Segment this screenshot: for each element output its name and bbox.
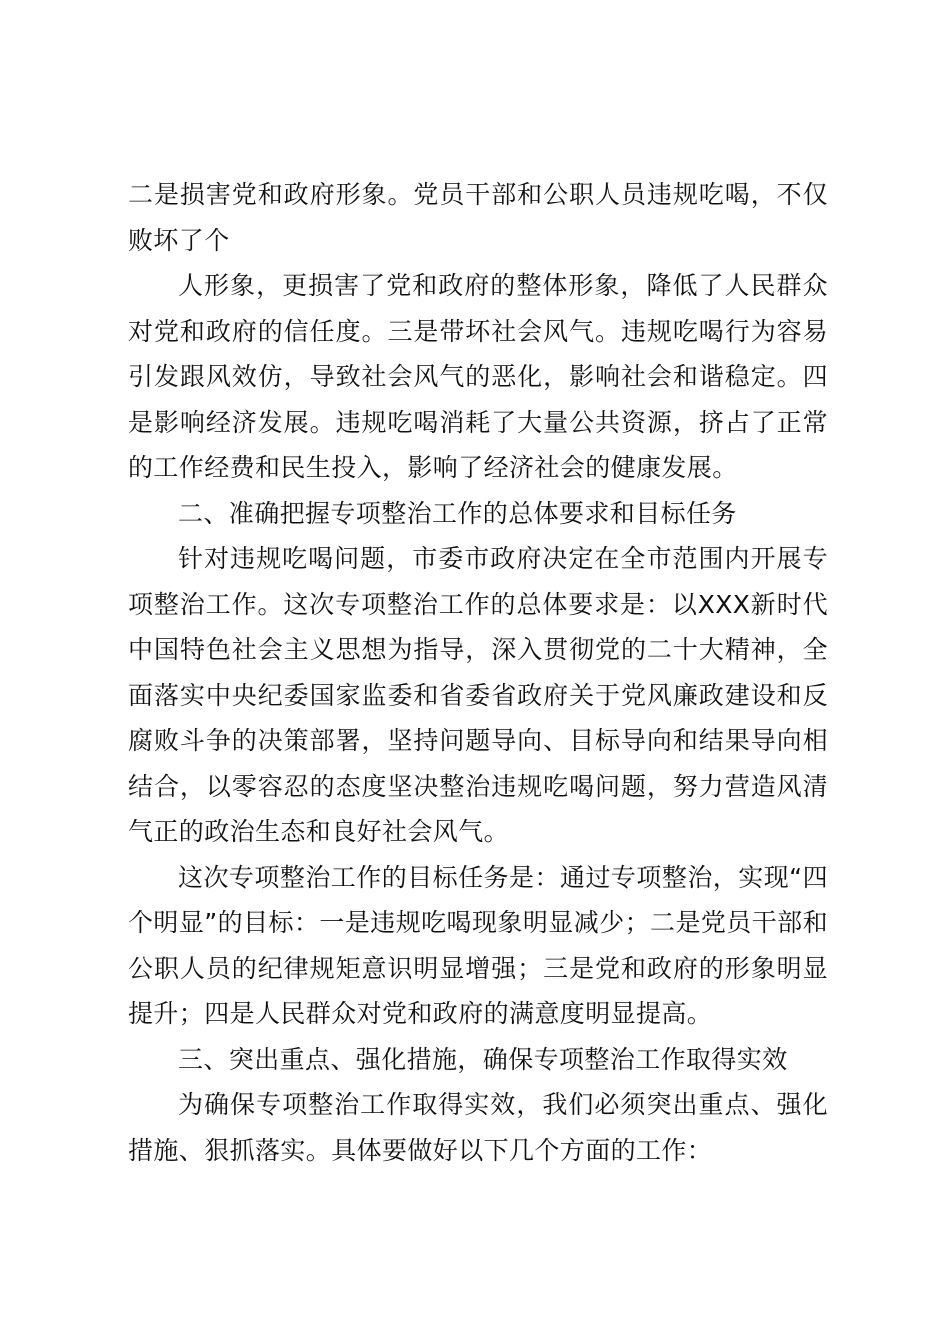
paragraph-4: 这次专项整治工作的目标任务是：通过专项整治，实现“四个明显”的目标：一是违规吃喝现象明显减少；二是党员干部和公职人员的纪律规矩意识明显增强；三是党和政府的形象明显提升；四是人民群众对党和政府的满意度明显提高。 — [128, 862, 828, 1028]
section-heading-3: 三、突出重点、强化措施，确保专项整治工作取得实效 — [178, 1044, 788, 1074]
paragraph-5: 为确保专项整治工作取得实效，我们必须突出重点、强化措施、狠抓落实。具体要做好以下几个方面的工作： — [128, 1090, 828, 1165]
paragraph-1: 二是损害党和政府形象。党员干部和公职人员违规吃喝，不仅败坏了个 — [128, 180, 828, 255]
paragraph-2: 人形象，更损害了党和政府的整体形象，降低了人民群众对党和政府的信任度。三是带坏社会风气。违规吃喝行为容易引发跟风效仿，导致社会风气的恶化，影响社会和谐稳定。四是影响经济发展。违规吃喝消耗了大量公共资源，挤占了正常的工作经费和民生投入，影响了经济社会的健康发展。 — [128, 271, 828, 482]
paragraph-3: 针对违规吃喝问题，市委市政府决定在全市范围内开展专项整治工作。这次专项整治工作的总体要求是：以XXX新时代中国特色社会主义思想为指导，深入贯彻党的二十大精神，全面落实中央纪委国家监委和省委省政府关于党风廉政建设和反腐败斗争的决策部署，坚持问题导向、目标导向和结果导向相结合，以零容忍的态度坚决整治违规吃喝问题，努力营造风清气正的政治生态和良好社会风气。 — [128, 544, 828, 846]
section-heading-2: 二、准确把握专项整治工作的总体要求和目标任务 — [178, 498, 737, 528]
document-body — [128, 172, 828, 1173]
